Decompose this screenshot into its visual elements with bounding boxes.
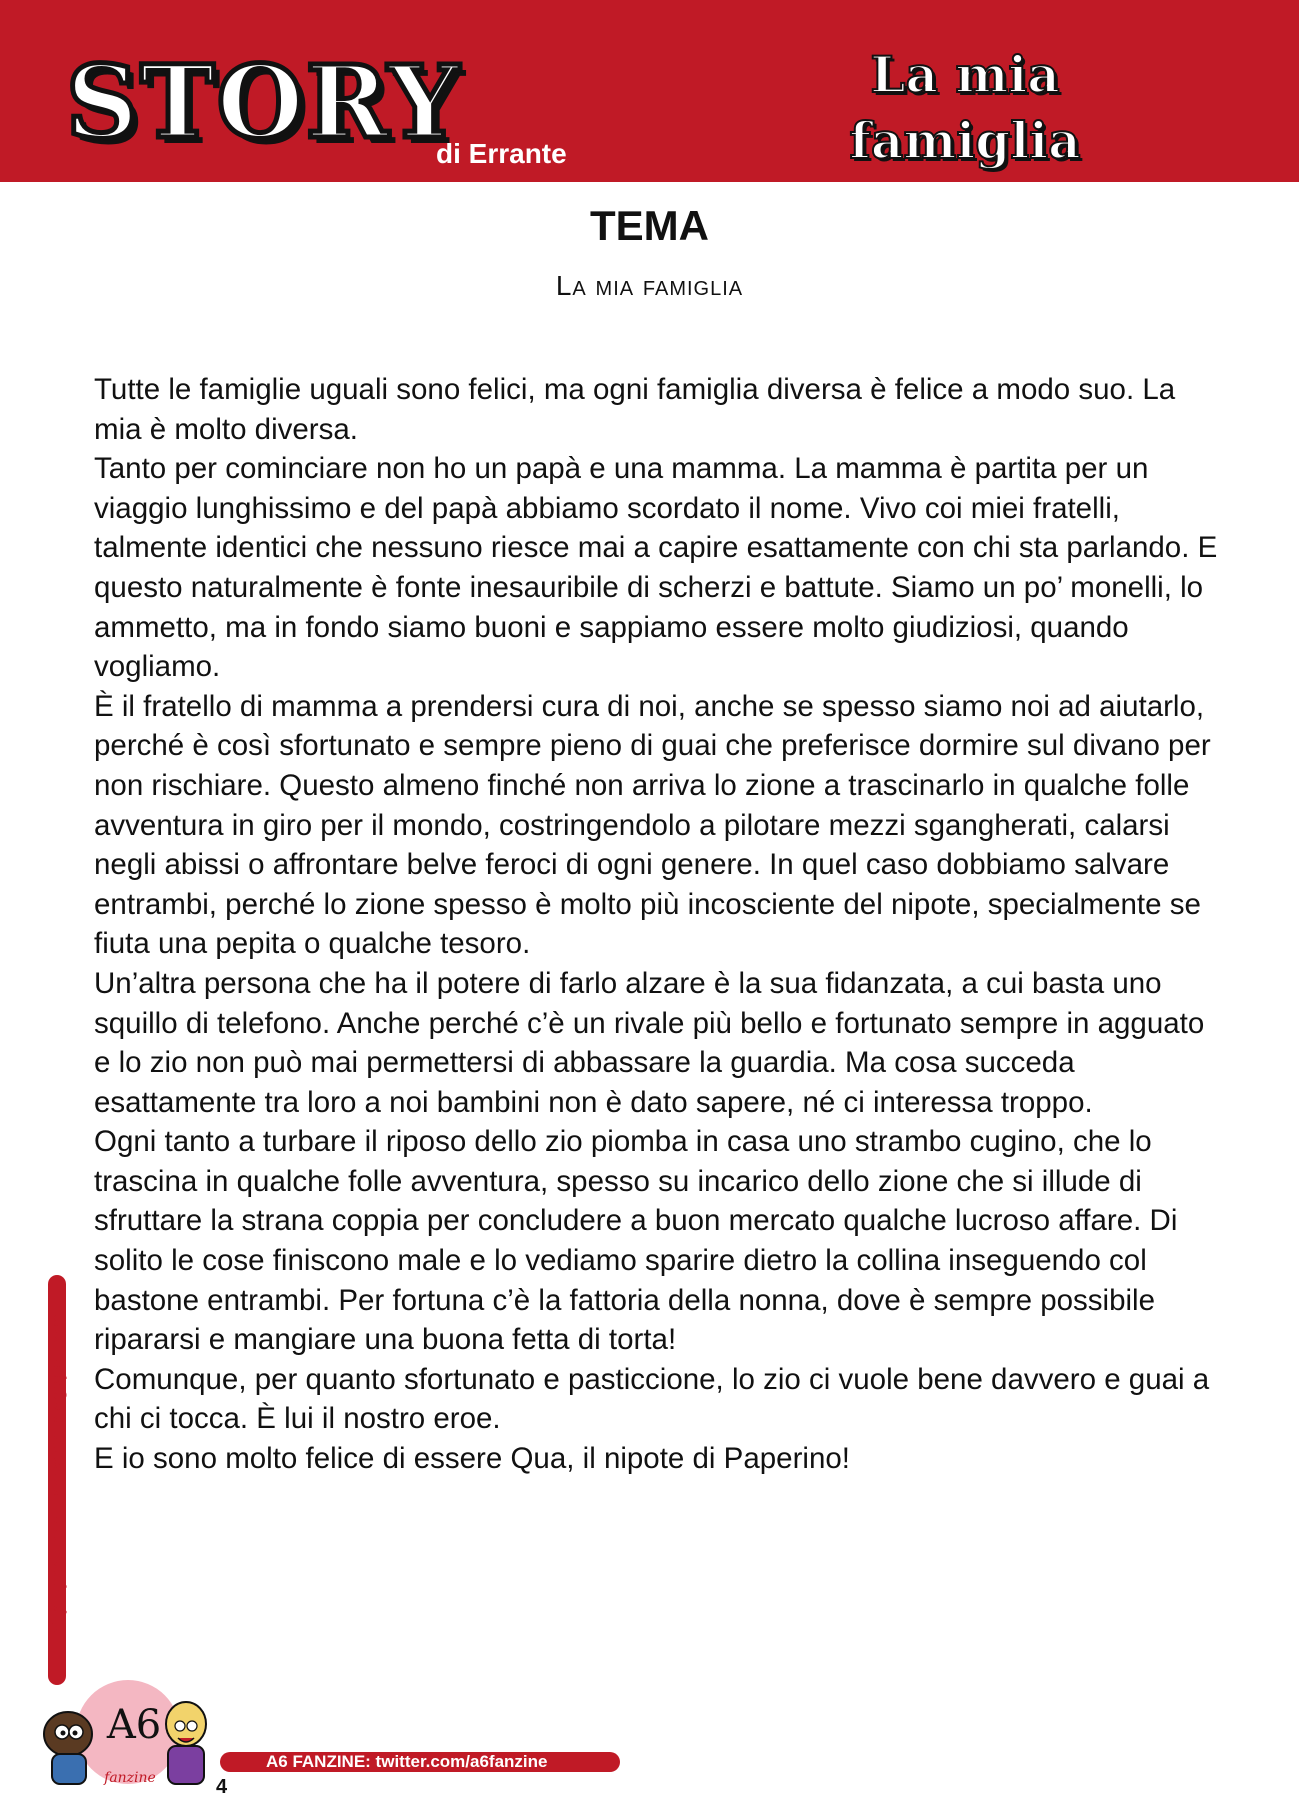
- badge-label: A6: [106, 1702, 162, 1748]
- header-title-line2: famiglia: [849, 111, 1081, 170]
- essay-body: [94, 370, 1224, 1479]
- paragraph: Tanto per cominciare non ho un papà e una mamma. La mamma è partita per un viaggio lunghissimo e del papà abbiamo scordato il nome. Vivo coi miei fratelli, talmente identici che nessuno riesce mai a capire esattamente con chi sta parlando. E questo naturalmente è fonte inesauribile di scherzi e battute. Siamo un po’ monelli, lo ammetto, ma in fondo siamo buoni e sappiamo essere molto giudiziosi, quando vogliamo.: [94, 452, 1218, 684]
- paragraph: E io sono molto felice di essere Qua, il nipote di Paperino!: [94, 1442, 850, 1476]
- paragraph: È il fratello di mamma a prendersi cura di noi, anche se spesso siamo noi ad aiutarlo, perché è così sfortunato e sempre pieno di guai che preferisce dormire sul divano per non rischiare. Questo almeno finché non arriva lo zione a trascinarlo in qualche folle avventura in giro per il mondo, costringendolo a pilotare mezzi sgangherati, calarsi negli abissi o affrontare belve feroci di ogni genere. In quel caso dobbiamo salvare entrambi, perché lo zione spesso è molto più incosciente del nipote, specialmente se fiuta una pepita o qualche tesoro.: [94, 689, 1211, 961]
- a6-fanzine-badge: [30, 1670, 225, 1790]
- badge-script: fanzine: [104, 1770, 156, 1786]
- document-title: TEMA: [590, 202, 709, 249]
- story-logo: STORY: [66, 43, 462, 161]
- page-number: 4: [216, 1776, 228, 1798]
- paragraph: Ogni tanto a turbare il riposo dello zio piomba in casa uno strambo cugino, che lo trascina in qualche folle avventura, spesso su incarico dello zione che si illude di sfruttare la strana coppia per concludere a buon mercato qualche lucroso affare. Di solito le cose finiscono male e lo vediamo sparire dietro la collina inseguendo col bastone entrambi. Per fortuna c’è la fattoria della nonna, dove è sempre possibile ripararsi e mangiare una buona fetta di torta!: [94, 1125, 1178, 1357]
- header-title: [810, 42, 1120, 174]
- paragraph: Tutte le famiglie uguali sono felici, ma ogni famiglia diversa è felice a modo suo. La mia è molto diversa.: [94, 373, 1176, 446]
- header-title-line1: La mia: [870, 45, 1060, 104]
- paragraph: Comunque, per quanto sfortunato e pasticcione, lo zio ci vuole bene davvero e guai a chi ci tocca. È lui il nostro eroe.: [94, 1362, 1210, 1436]
- page-header: [0, 0, 1299, 182]
- blog-url[interactable]: http://pensieridiunerrante.blogspot.com: [48, 1313, 67, 1637]
- author-byline: di Errante: [436, 138, 567, 169]
- document-subtitle: La mia famiglia: [555, 270, 744, 301]
- girl-character-icon: [44, 1712, 92, 1784]
- footer-link[interactable]: A6 FANZINE: twitter.com/a6fanzine: [266, 1752, 548, 1771]
- paragraph: Un’altra persona che ha il potere di farlo alzare è la sua fidanzata, a cui basta uno squillo di telefono. Anche perché c’è un rivale più bello e fortunato sempre in agguato e lo zio non può mai permettersi di abbassare la guardia. Ma cosa succeda esattamente tra loro a noi bambini non è dato sapere, né ci interessa troppo.: [94, 966, 1205, 1119]
